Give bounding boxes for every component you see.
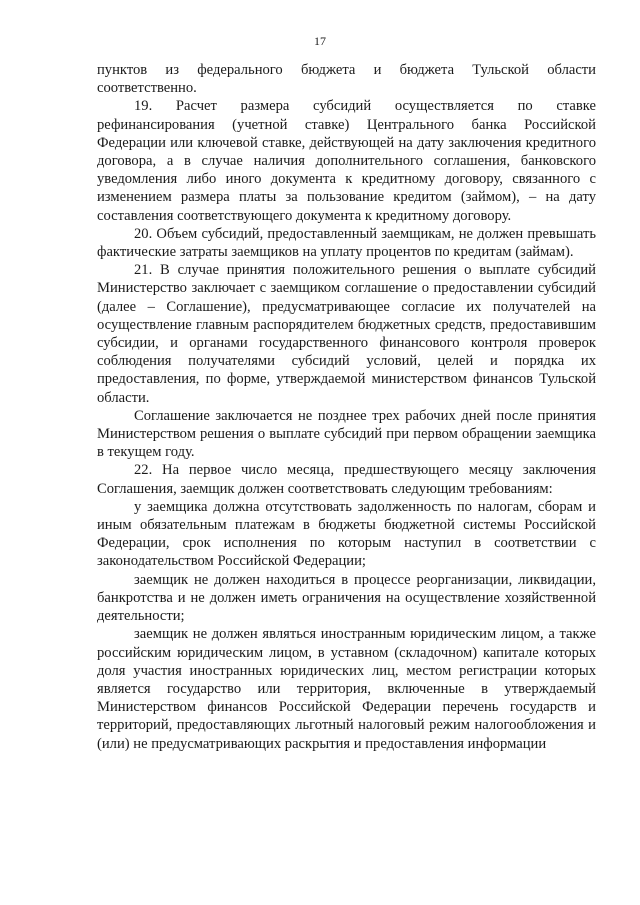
paragraph-item-20: 20. Объем субсидий, предоставленный заемщикам, не должен превышать фактические затраты заемщиков на уплату процентов по кредитам (займам). [97, 225, 596, 261]
paragraph-item-22: 22. На первое число месяца, предшествующего месяцу заключения Соглашения, заемщик должен соответствовать следующим требованиям: [97, 462, 596, 497]
requirement-no-tax-debt: у заемщика должна отсутствовать задолженность по налогам, сборам и иным обязательным платежам в бюджеты бюджетной системы Российской Федерации, срок исполнения по которым наступил в соответствии с законодательством Российской Федерации; [97, 498, 596, 570]
page-number: 17 [314, 34, 326, 48]
paragraph-item-21: 21. В случае принятия положительного решения о выплате субсидий Министерство заключает с заемщиком соглашение о предоставлении субсидий (далее – Соглашение), предусматривающее согласие их получателей на осуществление главным распорядителем бюджетных средств, предоставившим субсидии, и органами государственного финансового контроля проверок соблюдения получателями субсидий условий, целей и порядка их предоставления, по форме, утверждаемой министерством финансов Тульской области. [97, 262, 596, 406]
document-body [97, 61, 596, 753]
paragraph-continuation: пунктов из федерального бюджета и бюджета Тульской области соответственно. [97, 62, 596, 97]
requirement-no-reorganization: заемщик не должен находиться в процессе реорганизации, ликвидации, банкротства и не должен иметь ограничения на осуществление хозяйственной деятельности; [97, 571, 596, 625]
requirement-not-foreign-entity: заемщик не должен являться иностранным юридическим лицом, а также российским юридическим лицом, в уставном (складочном) капитале которых доля участия иностранных юридических лиц, местом регистрации которых является государство или территория, включенные в утверждаемый Министерством финансов Российской Федерации перечень государств и территорий, предоставляющих льготный налоговый режим налогообложения и (или) не предусматривающих раскрытия и предоставления информации [97, 626, 596, 752]
paragraph-item-19: 19. Расчет размера субсидий осуществляется по ставке рефинансирования (учетной ставке) Центрального банка Российской Федерации или ключевой ставке, действующей на дату заключения кредитного договора, а в случае наличия дополнительного соглашения, банковского уведомления либо иного документа к кредитному договору, связанного с изменением размера платы за пользование кредитом (займом), – на дату составления соответствующего документа к кредитному договору. [97, 98, 596, 224]
paragraph-agreement-deadline: Соглашение заключается не позднее трех рабочих дней после принятия Министерством решения о выплате субсидий при первом обращении заемщика в текущем году. [97, 407, 596, 461]
